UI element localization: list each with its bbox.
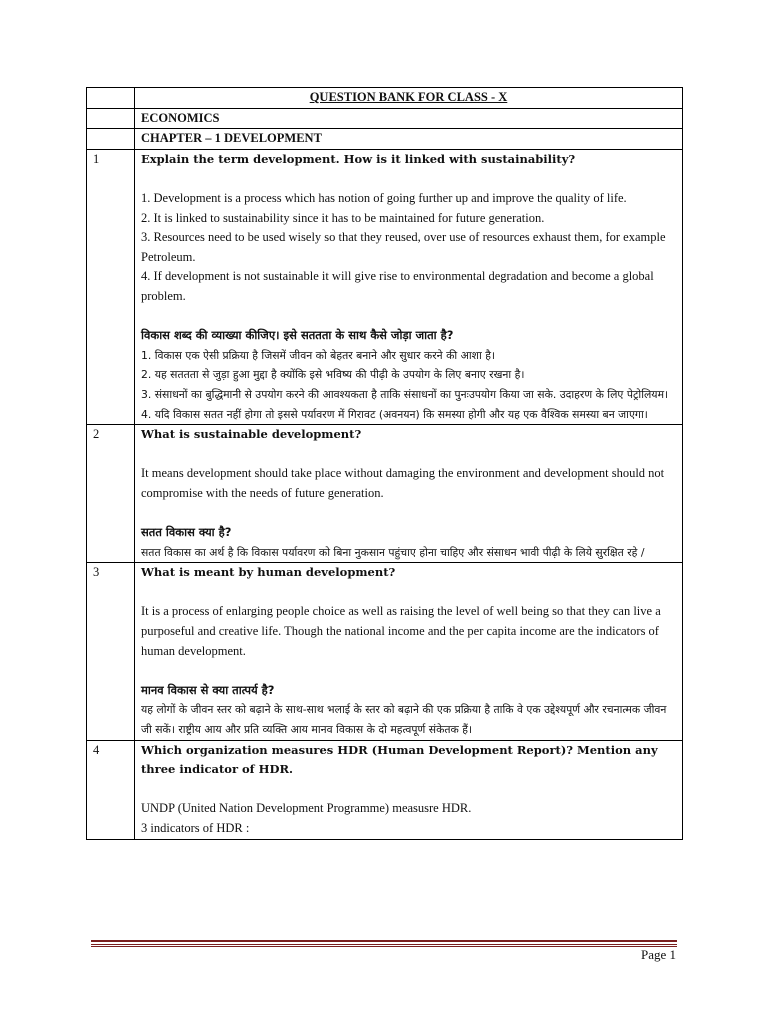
document-title: QUESTION BANK FOR CLASS - X (135, 88, 683, 109)
chapter-number-cell (87, 129, 135, 150)
answer-line: 3 indicators of HDR : (141, 820, 250, 835)
answer-paragraph-hi: सतत विकास का अर्थ है कि विकास पर्यावरण को बिना नुकसान पहुंचाए होना चाहिए और संसाधन भावी पीढ़ी के लिये सुरक्षित रहे / (141, 545, 645, 559)
question-number: 1 (87, 149, 135, 424)
answer-point: 2. It is linked to sustainability since it has to be maintained for future generation. (141, 210, 545, 225)
question-cell (135, 740, 683, 839)
question-row (87, 149, 683, 424)
question-cell (135, 425, 683, 563)
answer-point-hi: 2. यह सततता से जुड़ा हुआ मुद्दा है क्योंकि इसे भविष्य की पीढ़ी के उपयोग के लिए बनाए रखना है। (141, 368, 525, 382)
chapter-row (87, 129, 683, 150)
question-text-en: What is sustainable development? (141, 427, 362, 442)
answer-point-hi: 1. विकास एक ऐसी प्रक्रिया है जिसमें जीवन को बेहतर बनाने और सुधार करने की आशा है। (141, 348, 496, 362)
answer-point: 1. Development is a process which has notion of going further up and improve the quality of life. (141, 190, 627, 205)
subject-heading: ECONOMICS (135, 108, 683, 129)
question-number: 3 (87, 563, 135, 740)
page-number: Page 1 (640, 947, 676, 962)
subject-number-cell (87, 108, 135, 129)
question-text-en: What is meant by human development? (141, 565, 396, 580)
question-text-en: Which organization measures HDR (Human Development Report)? Mention any three indicator of HDR. (141, 742, 658, 777)
question-cell (135, 149, 683, 424)
question-bank-table (86, 87, 683, 840)
subject-row (87, 108, 683, 129)
answer-paragraph: It is a process of enlarging people choice as well as raising the level of well being so that they can live a purposeful and creative life. Though the national income and the per capita income are the indicators of human development. (141, 604, 661, 658)
question-text-hi: सतत विकास क्या है? (141, 525, 232, 540)
question-row (87, 740, 683, 839)
title-row (87, 88, 683, 109)
footer-rule (91, 940, 677, 947)
chapter-heading: CHAPTER – 1 DEVELOPMENT (135, 129, 683, 150)
answer-line: UNDP (United Nation Development Programme) measusre HDR. (141, 801, 472, 816)
answer-point-hi: 4. यदि विकास सतत नहीं होगा तो इससे पर्यावरण में गिरावट (अवनयन) कि समस्या होगी और यह एक वैश्विक समस्या बन जाएगा। (141, 407, 648, 421)
question-number: 2 (87, 425, 135, 563)
question-text-hi: विकास शब्द की व्याख्या कीजिए। इसे सततता के साथ कैसे जोड़ा जाता है? (141, 328, 454, 343)
question-text-hi: मानव विकास से क्या तात्पर्य है? (141, 682, 275, 697)
answer-paragraph: It means development should take place without damaging the environment and development should not compromise with the needs of future generation. (141, 466, 665, 500)
question-number: 4 (87, 740, 135, 839)
question-text-en: Explain the term development. How is it linked with sustainability? (141, 151, 576, 166)
answer-paragraph-hi: यह लोगों के जीवन स्तर को बढ़ाने के साथ-साथ भलाई के स्तर को बढ़ाने की एक प्रक्रिया है ताकि वे एक उद्देश्यपूर्ण और रचनात्मक जीवन जी सकें। राष्ट्रीय आय और प्रति व्यक्ति आय मानव विकास के दो महत्वपूर्ण संकेतक हैं। (141, 703, 667, 736)
question-row (87, 425, 683, 563)
answer-point: 4. If development is not sustainable it will give rise to environmental degradation and become a global problem. (141, 269, 654, 303)
question-row (87, 563, 683, 740)
answer-point: 3. Resources need to be used wisely so that they reused, over use of resources exhaust them, for example Petroleum. (141, 230, 666, 264)
question-cell (135, 563, 683, 740)
title-number-cell (87, 88, 135, 109)
answer-point-hi: 3. संसाधनों का बुद्धिमानी से उपयोग करने की आवश्यकता है ताकि संसाधनों का पुनःउपयोग किया जा सके. उदाहरण के लिए पेट्रोलियम। (141, 387, 669, 401)
